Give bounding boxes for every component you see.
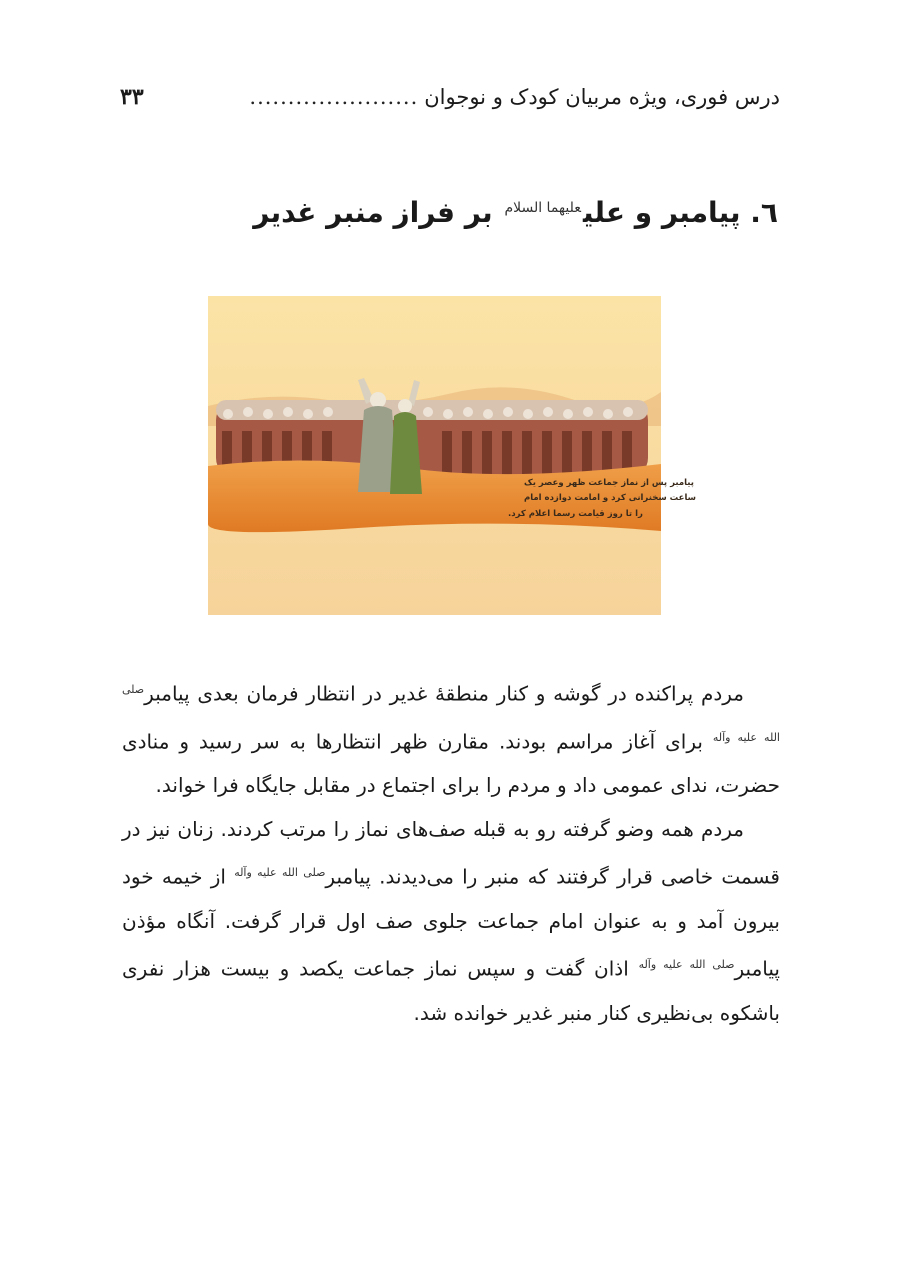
section-title: [118, 196, 778, 229]
caption-line-1: پیامبر پس از نماز جماعت ظهر وعصر یک: [524, 478, 694, 488]
paragraph-2: [122, 807, 780, 1034]
caption-line-3: را تا روز قیامت رسما اعلام کرد.: [508, 509, 643, 519]
section-title-part1: پیامبر و علی: [582, 196, 741, 229]
running-header: [120, 84, 780, 110]
section-title-part2: بر فراز منبر غدیر: [253, 196, 493, 229]
illustration-svg: [208, 296, 696, 615]
header-dots: ......................: [249, 85, 419, 109]
honorific-ali: علیهما السلام: [504, 199, 581, 216]
section-number: ٦.: [750, 196, 778, 229]
paragraph-1-part-a: مردم پراکنده در گوشه و کنار منطقهٔ غدیر در انتظار فرمان بعدی پیامبر: [144, 681, 744, 706]
paragraph-2-part-b: از خیمه خود بیرون آمد و به عنوان امام جماعت جلوی صف اول قرار گرفت. آنگاه مؤذن پیامبر: [122, 864, 780, 981]
book-title: درس فوری، ویژه مربیان کودک و نوجوان: [424, 85, 780, 109]
caption-line-2: ساعت سخنرانی کرد و امامت دوازده امام: [524, 493, 696, 503]
ghadir-illustration: [208, 296, 696, 615]
honorific-prophet: صلی الله علیه وآله: [638, 957, 735, 971]
paragraph-1-part-b: برای آغاز مراسم بودند. مقارن ظهر انتظارها به سر رسید و منادی حضرت، ندای عمومی داد و مردم را برای اجتماع در مقابل جایگاه فرا خواند.: [122, 729, 780, 798]
honorific-prophet: صلی الله علیه وآله: [234, 866, 326, 880]
paragraph-2-part-a: مردم همه وضو گرفته رو به قبله صف‌های نماز را مرتب کردند. زنان نیز در قسمت خاصی قرار گرفتند که منبر را می‌دیدند. پیامبر: [122, 817, 780, 889]
illustration-caption: [508, 478, 696, 519]
page-number: ۳۳: [120, 84, 144, 110]
body-text: [122, 668, 780, 1035]
paragraph-2-part-c: اذان گفت و سپس نماز جماعت یکصد و بیست هزار نفری باشکوه بی‌نظیری کنار منبر غدیر خوانده شد.: [122, 956, 780, 1025]
paragraph-1: [122, 668, 780, 807]
honorific-prophet: صلی الله علیه وآله: [122, 683, 780, 744]
